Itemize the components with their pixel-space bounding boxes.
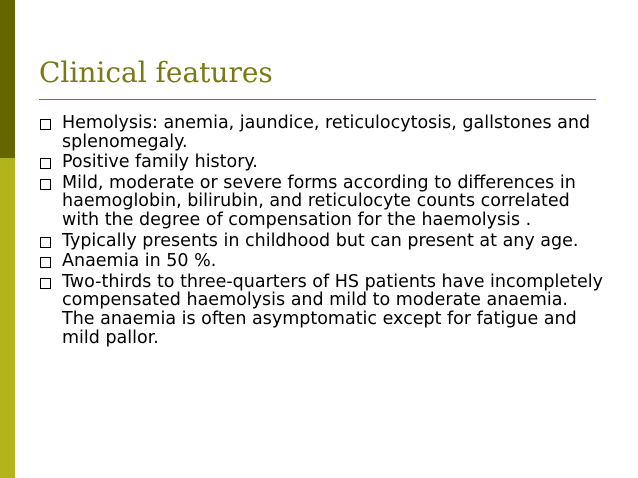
bullet-text: Two-thirds to three-quarters of HS patients have incompletely compensated haemolysis and mild to moderate anaemia. The anaemia is often asymptomatic except for fatigue and mild pallor. (62, 271, 603, 348)
bullet-item-3 (38, 174, 603, 230)
bullet-list (38, 114, 603, 347)
slide-title: Clinical features (39, 56, 273, 89)
bullet-text: Mild, moderate or severe forms according to differences in haemoglobin, bilirubin, and reticulocyte counts correlated with the degree of compensation for the haemolysis . (62, 172, 576, 230)
bullet-item-1 (38, 114, 603, 151)
square-bullet-icon (40, 179, 51, 190)
side-bar-light (0, 158, 15, 478)
side-bar-dark (0, 0, 15, 158)
square-bullet-icon (40, 257, 51, 268)
bullet-item-5 (38, 252, 603, 271)
square-bullet-icon (40, 158, 51, 169)
square-bullet-icon (40, 119, 51, 130)
bullet-item-4 (38, 232, 603, 251)
square-bullet-icon (40, 237, 51, 248)
title-underline (39, 99, 596, 100)
bullet-text: Anaemia in 50 %. (62, 251, 217, 272)
bullet-text: Positive family history. (62, 152, 258, 173)
square-bullet-icon (40, 278, 51, 289)
bullet-text: Hemolysis: anemia, jaundice, reticulocytosis, gallstones and splenomegaly. (62, 113, 591, 152)
bullet-text: Typically presents in childhood but can present at any age. (62, 230, 579, 251)
bullet-item-6 (38, 273, 603, 347)
bullet-item-2 (38, 153, 603, 172)
